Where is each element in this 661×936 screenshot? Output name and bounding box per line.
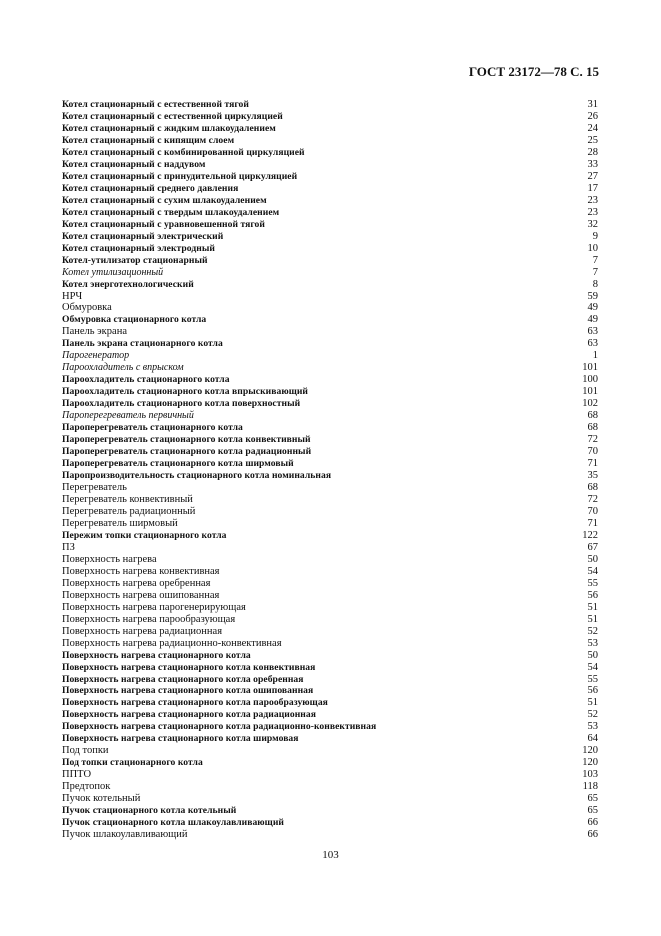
index-page-ref: 65 [587,805,598,817]
index-term: Пароохладитель с впрыском [62,362,184,374]
index-entry [62,578,598,590]
index-page-ref: 70 [587,446,598,458]
index-entry [62,602,598,614]
index-term: Поверхность нагрева стационарного котла [62,649,251,661]
index-term: Пароперегреватель стационарного котла конвективный [62,434,311,446]
index-entry [62,458,598,470]
index-page-ref: 72 [587,493,598,505]
index-entry [62,745,598,757]
index-term: Котел стационарный с уравновешенной тягой [62,218,265,230]
index-page-ref: 72 [587,434,598,446]
index-entry [62,674,598,686]
index-page-ref: 7 [592,254,598,266]
index-entry [62,566,598,578]
index-term: Поверхность нагрева стационарного котла ошипованная [62,685,314,697]
index-page-ref: 9 [592,230,598,242]
index-term: Котел энерготехнологический [62,278,194,290]
index-page-ref: 52 [587,625,598,637]
index-entry [62,769,598,781]
index-entry [62,614,598,626]
index-page-ref: 66 [587,817,598,829]
index-term: Пароперегреватель стационарного котла ширмовый [62,458,294,470]
index-page-ref: 66 [587,829,598,841]
index-entry [62,781,598,793]
index-entry [62,530,598,542]
index-page-ref: 26 [587,110,598,122]
index-term: Пароохладитель стационарного котла поверхностный [62,398,301,410]
index-entry [62,147,598,159]
index-entry [62,554,598,566]
index-page-ref: 52 [587,709,598,721]
index-entry [62,302,598,314]
index-term: Поверхность нагрева парообразующая [62,613,236,625]
index-entry [62,721,598,733]
index-entry [62,231,598,243]
index-page-ref: 68 [587,482,598,493]
index-term: Обмуровка [62,302,112,314]
index-term: Перегреватель радиационный [62,505,196,517]
index-page-ref: 56 [587,685,598,697]
index-entry [62,793,598,805]
index-page-ref: 33 [587,158,598,170]
index-page-ref: 118 [582,781,598,793]
index-page-ref: 23 [587,206,598,218]
index-entry [62,662,598,674]
index-entry [62,434,598,446]
index-term: Котел стационарный с естественной циркуляцией [62,110,283,122]
index-entry [62,171,598,183]
index-entry [62,410,598,422]
index-page-ref: 17 [587,182,598,194]
index-term: Пароохладитель стационарного котла [62,374,230,386]
index-entry [62,757,598,769]
index-entry [62,733,598,745]
index-term: Панель экрана стационарного котла [62,338,223,350]
index-page-ref: 50 [587,649,598,661]
index-entry [62,470,598,482]
index-term: Парогенератор [62,350,130,362]
index-term: Поверхность нагрева стационарного котла парообразующая [62,697,328,709]
index-page-ref: 23 [587,194,598,206]
index-page-ref: 102 [582,398,598,410]
index-page-ref: 120 [582,745,598,757]
index-term: Котел стационарный с комбинированной циркуляцией [62,146,305,158]
index-page-ref: 100 [582,374,598,386]
index-term: Котел стационарный с жидким шлакоудалением [62,122,276,134]
index-page-ref: 24 [587,122,598,134]
index-entry [62,374,598,386]
index-entry [62,314,598,326]
index-page-ref: 101 [582,362,598,374]
index-term: Под топки [62,745,109,757]
index-page-ref: 51 [587,613,598,625]
index-term: Пароперегреватель стационарного котла радиационный [62,446,312,458]
index-page-ref: 56 [587,589,598,601]
index-term: Перегреватель конвективный [62,493,193,505]
index-page-ref: 71 [587,517,598,529]
index-page-ref: 55 [587,673,598,685]
index-term: ПЗ [62,541,75,553]
index-page-ref: 68 [587,410,598,422]
index-page-ref: 71 [587,458,598,470]
index-page-ref: 101 [582,386,598,398]
index-term: Поверхность нагрева конвективная [62,565,220,577]
index-term: Поверхность нагрева стационарного котла оребренная [62,673,304,685]
index-entry [62,685,598,697]
index-page-ref: 59 [587,290,598,302]
index-term: Котел стационарный с принудительной циркуляцией [62,170,298,182]
index-page-ref: 51 [587,601,598,613]
index-entry [62,518,598,530]
index-term: Перегреватель ширмовый [62,517,178,529]
index-page-ref: 7 [592,266,598,278]
index-term: Котел стационарный электрический [62,230,224,242]
index-entry [62,398,598,410]
index-page-ref: 25 [587,134,598,146]
index-page-ref: 63 [587,338,598,350]
index-term: Пережим топки стационарного котла [62,529,227,541]
index-term: Пучок стационарного котла котельный [62,805,237,817]
page-number: 103 [322,849,339,861]
index-term: Поверхность нагрева радиационная [62,625,223,637]
index-term: Предтопок [62,781,111,793]
index-entry [62,338,598,350]
index-page-ref: 54 [587,661,598,673]
index-entry [62,279,598,291]
index-entry [62,829,598,841]
index-term: Поверхность нагрева оребренная [62,577,211,589]
index-entry [62,494,598,506]
index-entry [62,817,598,829]
index-entry [62,386,598,398]
index-entry [62,805,598,817]
index-term: ППТО [62,769,92,781]
index-page-ref: 53 [587,721,598,733]
index-term: Котел стационарный с сухим шлакоудалением [62,194,267,206]
index-page-ref: 27 [587,170,598,182]
index-page-ref: 65 [587,793,598,805]
index-page-ref: 49 [587,314,598,326]
index-entry [62,422,598,434]
index-list [62,99,598,841]
index-page-ref: 50 [587,553,598,565]
index-page-ref: 31 [587,99,598,110]
index-entry [62,638,598,650]
index-entry [62,291,598,303]
index-term: Поверхность нагрева стационарного котла радиационная [62,709,316,721]
index-page-ref: 10 [587,242,598,254]
index-entry [62,350,598,362]
index-entry [62,506,598,518]
index-entry [62,446,598,458]
index-entry [62,362,598,374]
index-term: Паропроизводительность стационарного котла номинальная [62,470,332,482]
index-page-ref: 1 [592,350,598,362]
index-entry [62,326,598,338]
index-page-ref: 8 [592,278,598,290]
index-entry [62,219,598,231]
index-entry [62,267,598,279]
index-page-ref: 55 [587,577,598,589]
index-term: Котел стационарный с твердым шлакоудалением [62,206,280,218]
index-page-ref: 122 [582,529,598,541]
index-term: Поверхность нагрева радиационно-конвективная [62,637,282,649]
index-term: Поверхность нагрева стационарного котла ширмовая [62,733,299,745]
index-term: Котел-утилизатор стационарный [62,254,208,266]
index-page-ref: 32 [587,218,598,230]
index-page-ref: 68 [587,422,598,434]
index-entry [62,195,598,207]
index-term: Котел утилизационный [62,266,164,278]
index-entry [62,590,598,602]
index-term: Пучок шлакоулавливающий [62,829,188,841]
index-entry [62,183,598,195]
index-page-ref: 67 [587,541,598,553]
index-term: НРЧ [62,290,83,302]
index-entry [62,255,598,267]
index-page-ref: 35 [587,470,598,482]
index-term: Панель экрана [62,326,127,338]
index-term: Котел стационарный с кипящим слоем [62,134,235,146]
index-term: Котел стационарный электродный [62,242,215,254]
index-term: Поверхность нагрева стационарного котла конвективная [62,661,316,673]
index-term: Поверхность нагрева [62,553,157,565]
index-entry [62,159,598,171]
index-page-ref: 54 [587,565,598,577]
index-term: Пучок стационарного котла шлакоулавливающий [62,817,284,829]
index-entry [62,482,598,494]
page-header: ГОСТ 23172—78 С. 15 [468,64,599,79]
index-page-ref: 63 [587,326,598,338]
index-page-ref: 120 [582,757,598,769]
index-entry [62,243,598,255]
index-term: Перегреватель [62,482,127,493]
index-page-ref: 51 [587,697,598,709]
index-term: Под топки стационарного котла [62,757,203,769]
index-term: Пароперегреватель стационарного котла [62,422,243,434]
index-entry [62,542,598,554]
index-term: Котел стационарный с естественной тягой [62,99,249,110]
index-page-ref: 64 [587,733,598,745]
index-term: Пучок котельный [62,793,141,805]
index-term: Обмуровка стационарного котла [62,314,207,326]
index-entry [62,207,598,219]
index-term: Поверхность нагрева стационарного котла радиационно-конвективная [62,721,377,733]
index-term: Пароохладитель стационарного котла впрыскивающий [62,386,308,398]
index-entry [62,123,598,135]
index-entry [62,111,598,123]
index-entry [62,135,598,147]
index-page-ref: 103 [582,769,598,781]
index-entry [62,709,598,721]
index-entry [62,99,598,111]
index-entry [62,626,598,638]
index-term: Поверхность нагрева парогенерирующая [62,601,246,613]
index-term: Котел стационарный среднего давления [62,182,239,194]
index-entry [62,650,598,662]
index-entry [62,697,598,709]
index-page-ref: 70 [587,505,598,517]
index-term: Котел стационарный с наддувом [62,158,206,170]
index-page-ref: 49 [587,302,598,314]
index-term: Пароперегреватель первичный [62,410,194,422]
index-page-ref: 53 [587,637,598,649]
index-term: Поверхность нагрева ошипованная [62,589,220,601]
index-page-ref: 28 [587,146,598,158]
